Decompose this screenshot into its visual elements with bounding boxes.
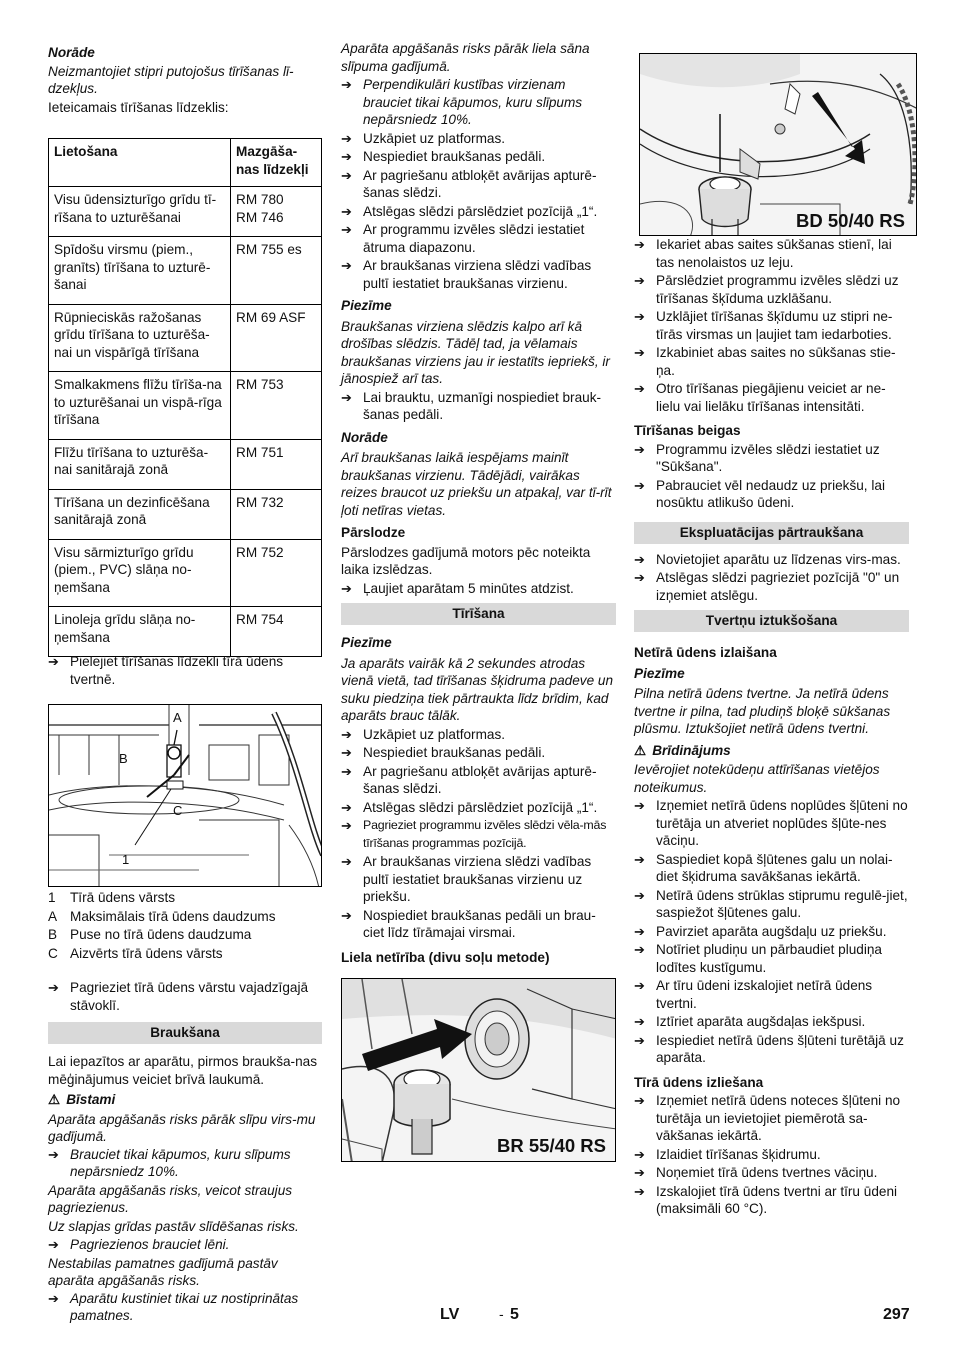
dirty-water-steps — [634, 797, 909, 1067]
table-cell-detergent: RM 753 — [231, 372, 322, 440]
valve-illustration — [49, 705, 322, 887]
table-cell-usage: Tīrīšana un dezinficēšana sanitārajā zonā — [49, 489, 231, 539]
table-row — [49, 539, 322, 607]
note2-text: Arī braukšanas laikā iespējams mainīt braukšanas virzienu. Tādējādi, vairākas reizes braucot uz priekšu un atpakaļ, var tī-rīt ļoti netīras vietas. — [341, 450, 612, 518]
column-middle — [341, 40, 616, 1162]
table-cell-detergent: RM 754 — [231, 607, 322, 657]
end-step: ➔ Programmu izvēles slēdzi iestatiet uz "Sūkšana". — [634, 441, 909, 476]
driving-step: ➔ Atslēgas slēdzi pārslēdziet pozīcijā „1“. — [341, 203, 616, 221]
detergent-table — [48, 138, 322, 657]
warning-label-row — [634, 742, 909, 760]
bd50-illustration — [640, 54, 917, 236]
br55-model-tag: BR 55/40 RS — [497, 1135, 606, 1156]
dirty-water-step: ➔ Saspiediet kopā šļūtenes galu un nolai-diet šķidruma savākšanas iekārtā. — [634, 851, 909, 886]
table-cell-detergent: RM 755 es — [231, 237, 322, 305]
table-cell-detergent: RM 752 — [231, 539, 322, 607]
dirt-title: Liela netīrība (divu soļu metode) — [341, 949, 550, 965]
cleaning-step: ➔ Nospiediet braukšanas pedāli un brau-ciet līdz tīrāmajai virsmai. — [341, 907, 616, 942]
heading-empty-tanks: Tvertņu iztukšošana — [634, 610, 909, 632]
legend-item — [48, 908, 322, 926]
column-left — [48, 40, 322, 1325]
tilt-step: ➔ Perpendikulāri kustības virzienam brauciet tikai kāpumos, kuru slīpums nepārsniedz 10%. — [341, 76, 616, 129]
footer-dash: - — [499, 1306, 504, 1322]
overload-step: ➔ Ļaujiet aparātam 5 minūtes atdzist. — [341, 580, 616, 598]
dirty-water-step: ➔ Netīrā ūdens strūklas stiprumu regulē-jiet, saspiežot šļūtenes galu. — [634, 887, 909, 922]
end-step: ➔ Pabrauciet vēl nedaudz uz priekšu, lai nosūktu atlikušo ūdeni. — [634, 477, 909, 512]
driving-step: ➔ Ar braukšanas virziena slēdzi vadības pultī iestatiet braukšanas virzienu. — [341, 257, 616, 292]
note3-text: Ja aparāts vairāk kā 2 sekundes atrodas vienā vietā, tad tīrīšanas šķidruma padeve un suku piedziņa tiek pārtraukta līdz brīdim, kad aparāts brauc tālāk. — [341, 655, 614, 723]
driving-steps — [341, 130, 616, 293]
bd50-figure — [639, 53, 917, 236]
note-label-right: Piezīme — [634, 665, 685, 681]
danger-label: Bīstami — [66, 1092, 116, 1107]
footer-page-total: 297 — [883, 1306, 910, 1323]
heading-stop-operation: Ekspluatācijas pārtraukšana — [634, 522, 909, 544]
heading-driving: Braukšana — [48, 1022, 322, 1044]
driving-intro: Lai iepazītos ar aparātu, pirmos braukša-nas mēģinājumus veiciet brīvā laukumā. — [48, 1054, 317, 1087]
column-right — [634, 40, 909, 1218]
fresh-water-steps — [634, 1092, 909, 1218]
overload-title: Pārslodze — [341, 525, 406, 540]
table-cell-usage: Linoleja grīdu slāņa no-ņemšana — [49, 607, 231, 657]
cleaning-step: ➔ Uzkāpiet uz platformas. — [341, 726, 616, 744]
legend-item — [48, 889, 322, 907]
danger-text-4: Nestabilas pamatnes gadījumā pastāv aparāta apgāšanās risks. — [48, 1255, 278, 1288]
cleaning-step: ➔ Atslēgas slēdzi pārslēdziet pozīcijā „1“. — [341, 799, 616, 817]
note-text: Neizmantojiet stipri putojošus tīrīšanas lī-dzekļus. — [48, 63, 294, 96]
overload-text: Pārslodzes gadījumā motors pēc noteikta laika izslēdzas. — [341, 544, 591, 577]
table-row — [49, 489, 322, 539]
figure-label-a: A — [173, 710, 182, 725]
table-body — [49, 187, 322, 657]
br55-figure — [341, 978, 616, 1162]
table-cell-usage: Smalkakmens flīžu tīrīša-na to uzturēšanai un vispā-rīga tīrīšana — [49, 372, 231, 440]
fresh-water-step: ➔ Noņemiet tīrā ūdens tvertnes vāciņu. — [634, 1164, 909, 1182]
driving-step: ➔ Uzkāpiet uz platformas. — [341, 130, 616, 148]
note1-label: Piezīme — [341, 298, 392, 313]
dirty-water-step: ➔ Iztīriet aparāta augšdaļas iekšpusi. — [634, 1013, 909, 1031]
two-step-step: ➔ Izkabiniet abas saites no sūkšanas stie-ņa. — [634, 344, 909, 379]
danger-text-2: Aparāta apgāšanās risks, veicot straujus pagriezienus. — [48, 1182, 293, 1215]
two-step-step: ➔ Uzklājiet tīrīšanas šķīdumu uz stipri ne-tīrās virsmas un ļaujiet tam iedarboties. — [634, 308, 909, 343]
table-row — [49, 304, 322, 372]
step-turn-valve: ➔ Pagrieziet tīrā ūdens vārstu vajadzīgajā stāvoklī. — [48, 979, 322, 1014]
fresh-water-step: ➔ Izlaidiet tīrīšanas šķidrumu. — [634, 1146, 909, 1164]
cleaning-steps — [341, 726, 616, 817]
cleaning-end-steps — [634, 441, 909, 512]
table-cell-usage: Spīdošu virsmu (piem., granīts) tīrīšana to uzturē-šanai — [49, 237, 231, 305]
end-title: Tīrīšanas beigas — [634, 423, 741, 438]
cleaning-step: ➔ Nespiediet braukšanas pedāli. — [341, 744, 616, 762]
table-row — [49, 372, 322, 440]
table-cell-usage: Visu sārmizturīgo grīdu (piem., PVC) slāņa no-ņemšana — [49, 539, 231, 607]
danger-step-1: ➔ Brauciet tikai kāpumos, kuru slīpums nepārsniedz 10%. — [48, 1146, 322, 1181]
legend-value: Tīrā ūdens vārsts — [70, 890, 176, 905]
legend-key: B — [48, 927, 58, 942]
note1-text: Braukšanas virziena slēdzis kalpo arī kā drošības slēdzis. Tādēļ tad, ja vēlamais braukšanas virziens jau ir iestatīts iepriekš, ir jānospiež arī tas. — [341, 318, 610, 386]
tilt-text: Aparāta apgāšanās risks pārāk liela sāna slīpuma gadījumā. — [341, 41, 590, 74]
figure-label-c: C — [173, 803, 183, 818]
table-row — [49, 439, 322, 489]
two-step-cleaning-steps — [634, 236, 909, 415]
legend-key: 1 — [48, 890, 56, 905]
danger-text-3: Uz slapjas grīdas pastāv slīdēšanas risks. — [48, 1218, 299, 1234]
table-cell-detergent: RM 780 RM 746 — [231, 187, 322, 237]
dirty-water-title: Netīrā ūdens izlaišana — [634, 645, 777, 660]
table-header-usage: Lietošana — [49, 139, 231, 187]
warning-text: Ievērojiet notekūdeņu attīrīšanas vietējos noteikumus. — [634, 762, 880, 795]
cleaning-steps-more — [341, 853, 616, 942]
fresh-water-step: ➔ Izskalojiet tīrā ūdens tvertni ar tīru ūdeni (maksimāli 60 °C). — [634, 1183, 909, 1218]
table-header-detergent: Mazgāša-nas līdzekļi — [231, 139, 322, 187]
dirty-water-step: ➔ Ar tīru ūdeni izskalojiet netīrā ūdens tvertni. — [634, 977, 909, 1012]
cleaning-step-program: ➔ Pagrieziet programmu izvēles slēdzi vēla-mās tīrīšanas programmas pozīcijā. — [341, 817, 616, 852]
legend-key: A — [48, 908, 58, 924]
heading-cleaning: Tīrīšana — [341, 603, 616, 625]
stop-step: ➔ Atslēgas slēdzi pagrieziet pozīcijā "0" un izņemiet atslēgu. — [634, 569, 909, 604]
stop-steps — [634, 551, 909, 605]
table-cell-usage: Visu ūdensizturīgo grīdu tī-rīšana to uzturēšanai — [49, 187, 231, 237]
figure-label-1: 1 — [122, 852, 130, 867]
two-step-step: ➔ Pārslēdziet programmu izvēles slēdzi uz tīrīšanas šķīduma uzklāšanu. — [634, 272, 909, 307]
note3-label: Piezīme — [341, 635, 392, 650]
driving-step: ➔ Ar programmu izvēles slēdzi iestatiet ātruma diapazonu. — [341, 221, 616, 256]
fresh-water-step: ➔ Izņemiet netīrā ūdens noteces šļūteni no turētāja un ievietojiet piemērotā sa-vākšanas iekārtā. — [634, 1092, 909, 1145]
table-row — [49, 187, 322, 237]
valve-figure — [48, 704, 322, 887]
dirty-water-step: ➔ Notīriet pludiņu un pārbaudiet pludiņa lodītes kustīgumu. — [634, 941, 909, 976]
danger-text-1: Aparāta apgāšanās risks pārāk slīpu virs-mu gadījumā. — [48, 1111, 316, 1144]
recommended-text: Ieteicamais tīrīšanas līdzeklis: — [48, 99, 229, 115]
table-row — [49, 607, 322, 657]
legend-value: Puse no tīrā ūdens daudzuma — [70, 927, 252, 942]
legend-value: Aizvērts tīrā ūdens vārsts — [70, 945, 223, 961]
danger-label-row — [48, 1091, 322, 1109]
cleaning-step: ➔ Ar pagriešanu atbloķēt avārijas apturē-šanas slēdzi. — [341, 763, 616, 798]
warning-triangle-icon: ⚠ — [634, 742, 647, 758]
danger-step-2: ➔ Pagriezienos brauciet lēni. — [48, 1236, 322, 1254]
legend-item — [48, 945, 322, 963]
two-step-step: ➔ Otro tīrīšanas piegājienu veiciet ar ne-lielu vai lielāku tīrīšanas intensitāti. — [634, 380, 909, 415]
bd50-model-tag: BD 50/40 RS — [796, 210, 905, 231]
footer-language: LV — [440, 1306, 460, 1323]
table-header-row — [49, 139, 322, 187]
stop-step: ➔ Novietojiet aparātu uz līdzenas virs-mas. — [634, 551, 909, 569]
table-row — [49, 237, 322, 305]
note1-step: ➔ Lai brauktu, uzmanīgi nospiediet brauk-šanas pedāli. — [341, 389, 616, 424]
legend-value: Maksimālais tīrā ūdens daudzums — [70, 908, 276, 924]
two-step-step: ➔ Iekariet abas saites sūkšanas stienī, lai tas nenolaistos uz leju. — [634, 236, 909, 271]
dirty-water-step: ➔ Pavirziet aparāta augšdaļu uz priekšu. — [634, 923, 909, 941]
legend-key: C — [48, 945, 58, 961]
dirty-water-step: ➔ Izņemiet netīrā ūdens noplūdes šļūteni no turētāja un atveriet noplūdes šļūte-nes vāciņu. — [634, 797, 909, 850]
fresh-water-title: Tīrā ūdens izliešana — [634, 1074, 764, 1090]
figure-label-b: B — [119, 751, 128, 766]
note2-label: Norāde — [341, 429, 388, 445]
footer-page-local: 5 — [510, 1306, 519, 1323]
danger-step-3: ➔ Aparātu kustiniet tikai uz nostiprinātas pamatnes. — [48, 1290, 322, 1325]
table-cell-detergent: RM 732 — [231, 489, 322, 539]
cleaning-step: ➔ Ar braukšanas virziena slēdzi vadības pultī iestatiet braukšanas virzienu uz priekšu. — [341, 853, 616, 906]
table-cell-usage: Rūpnieciskās ražošanas grīdu tīrīšana to uzturēša-nai un vispārīgā tīrīšana — [49, 304, 231, 372]
note-label: Norāde — [48, 45, 95, 60]
driving-step: ➔ Nespiediet braukšanas pedāli. — [341, 148, 616, 166]
note-text-right: Pilna netīrā ūdens tvertne. Ja netīrā ūdens tvertne ir pilna, tad pludiņš bloķē sūkšanas plūsmu. Iztukšojiet netīrā ūdens tvertni. — [634, 686, 891, 736]
table-cell-usage: Flīžu tīrīšana to uzturēša-nai sanitārajā zonā — [49, 439, 231, 489]
legend-item — [48, 926, 322, 944]
table-cell-detergent: RM 751 — [231, 439, 322, 489]
warning-label: Brīdinājums — [652, 742, 731, 758]
warning-triangle-icon: ⚠ — [48, 1092, 61, 1107]
step-pour-detergent: ➔ Pielejiet tīrīšanas līdzekli tīrā ūdens tvertnē. — [48, 653, 322, 688]
driving-step: ➔ Ar pagriešanu atbloķēt avārijas apturē-šanas slēdzi. — [341, 167, 616, 202]
table-cell-detergent: RM 69 ASF — [231, 304, 322, 372]
dirty-water-step: ➔ Iespiediet netīrā ūdens šļūteni turētājā uz aparāta. — [634, 1032, 909, 1067]
figure-legend — [48, 889, 322, 962]
